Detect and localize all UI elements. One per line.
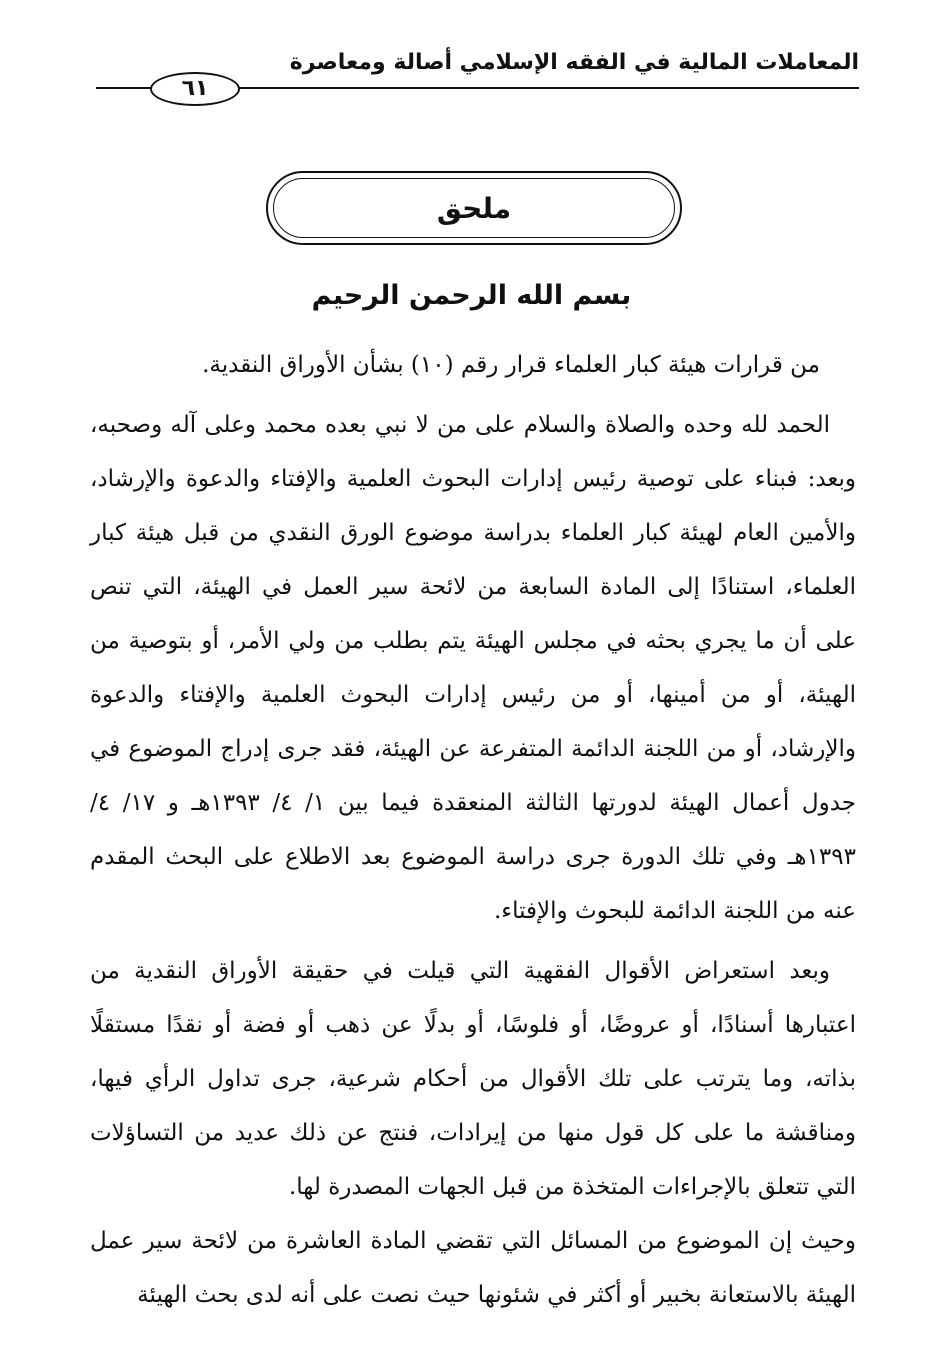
paragraph-whereas: وحيث إن الموضوع من المسائل التي تقضي المادة العاشرة من لائحة سير عمل الهيئة بالاستعانة بخبير أو أكثر في شئونها حيث نصت على أنه لدى بحث الهيئة [90, 1228, 856, 1308]
appendix-title: ملحق [273, 178, 675, 238]
paragraph-review: وبعد استعراض الأقوال الفقهية التي قيلت في حقيقة الأوراق النقدية من اعتبارها أسنادًا، أو عروضًا، أو فلوسًا، أو بدلًا عن ذهب أو فضة أو نقدًا مستقلًا بذاته، وما يترتب على تلك الأقوال من أحكام شرعية، جرى تداول الرأي فيها، ومناقشة ما على كل قول منها من إيرادات، فنتج عن ذلك عديد من التساؤلات التي تتعلق بالإجراءات المتخذة من قبل الجهات المصدرة لها. [90, 958, 856, 1200]
appendix-title-box [266, 171, 682, 245]
paragraph-preamble: الحمد لله وحده والصلاة والسلام على من لا نبي بعده محمد وعلى آله وصحبه، وبعد: فبناء على توصية رئيس إدارات البحوث العلمية والإفتاء والدعوة والإرشاد، والأمين العام لهيئة كبار العلماء بدراسة موضوع الورق النقدي من قبل هيئة كبار العلماء، استنادًا إلى المادة السابعة من لائحة سير العمل في الهيئة، التي تنص على أن ما يجري بحثه في مجلس الهيئة يتم بطلب من ولي الأمر، أو بتوصية من الهيئة، أو من أمينها، أو من رئيس إدارات البحوث العلمية والإفتاء والدعوة والإرشاد، أو من اللجنة الدائمة المتفرعة عن الهيئة، فقد جرى إدراج الموضوع في جدول أعمال الهيئة لدورتها الثالثة المنعقدة فيما بين ١/ ٤/ ١٣٩٣هـ و ١٧/ ٤/ ١٣٩٣هـ وفي تلك الدورة جرى دراسة الموضوع بعد الاطلاع على البحث المقدم عنه من اللجنة الدائمة للبحوث والإفتاء. [90, 412, 857, 924]
basmala: بسم الله الرحمن الرحيم [311, 280, 632, 311]
running-title: المعاملات المالية في الفقه الإسلامي أصالة ومعاصرة [289, 50, 859, 75]
body-text [90, 338, 856, 1322]
page-number: ٦١ [150, 72, 240, 106]
intro-paragraph: من قرارات هيئة كبار العلماء قرار رقم (١٠) بشأن الأوراق النقدية. [202, 352, 820, 378]
